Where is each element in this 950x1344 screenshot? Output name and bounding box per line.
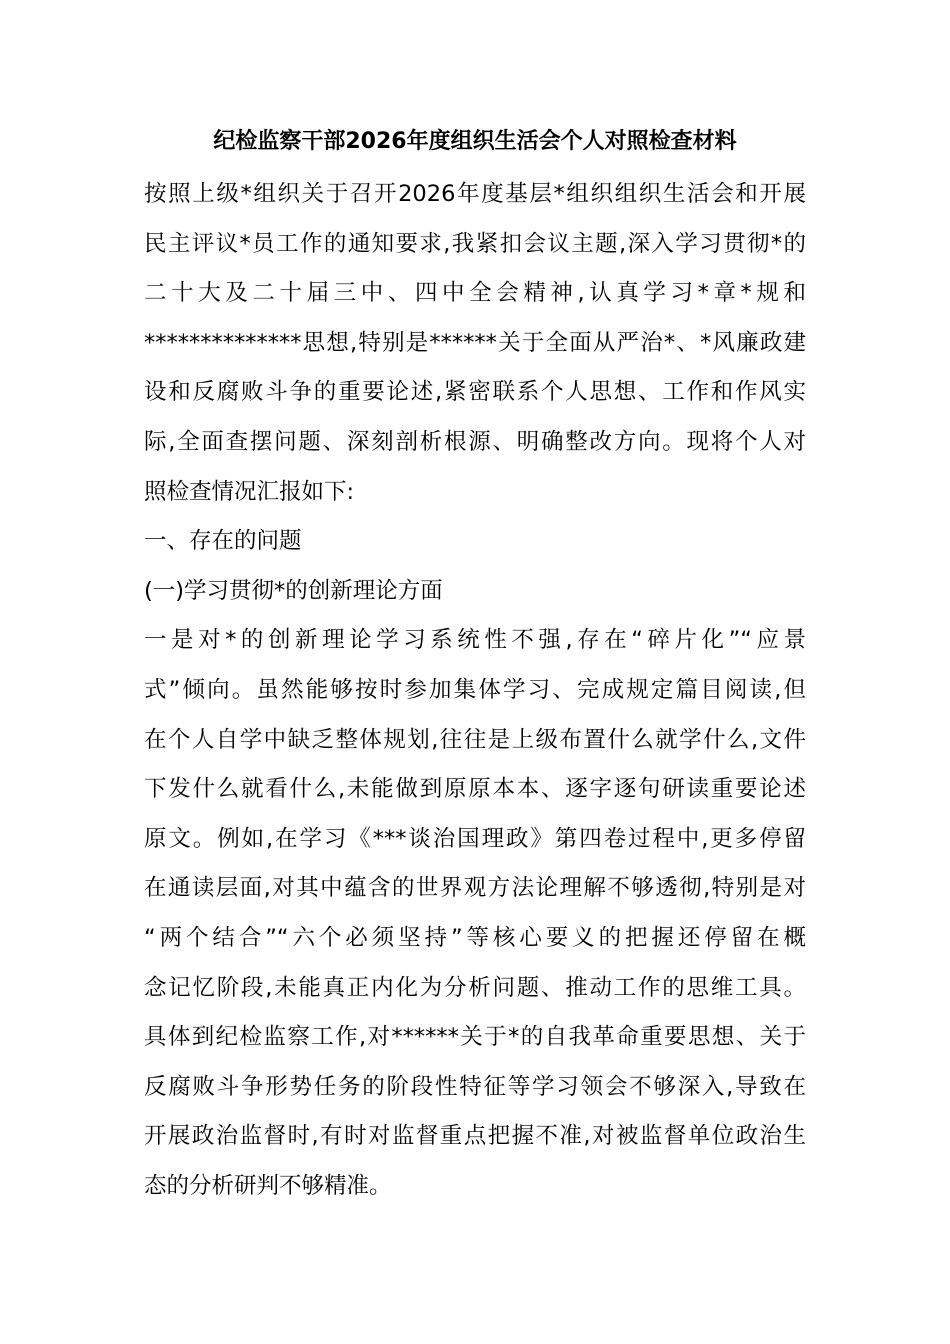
text-line: 式”倾向。虽然能够按时参加集体学习、完成规定篇目阅读,但 bbox=[144, 676, 806, 703]
document-title: 纪检监察干部2026年度组织生活会个人对照检查材料 bbox=[213, 129, 737, 154]
text-line: **************思想,特别是******关于全面从严治*、*风廉政建 bbox=[144, 329, 806, 356]
text-line: 开展政治监督时,有时对监督重点把握不准,对被监督单位政治生 bbox=[144, 1123, 806, 1150]
text-line: (一)学习贯彻*的创新理论方面 bbox=[144, 577, 443, 604]
text-line: 设和反腐败斗争的重要论述,紧密联系个人思想、工作和作风实 bbox=[144, 379, 806, 406]
text-line: 一是对*的创新理论学习系统性不强,存在“碎片化”“应景 bbox=[144, 627, 806, 654]
text-line: 反腐败斗争形势任务的阶段性特征等学习领会不够深入,导致在 bbox=[144, 1073, 806, 1100]
document-body bbox=[144, 170, 806, 1211]
text-line: 二十大及二十届三中、四中全会精神,认真学习*章*规和 bbox=[144, 280, 806, 307]
text-line: 照检查情况汇报如下: bbox=[144, 478, 355, 505]
text-line: 念记忆阶段,未能真正内化为分析问题、推动工作的思维工具。 bbox=[144, 974, 806, 1001]
text-line: 在通读层面,对其中蕴含的世界观方法论理解不够透彻,特别是对 bbox=[144, 875, 806, 902]
text-line: 民主评议*员工作的通知要求,我紧扣会议主题,深入学习贯彻*的 bbox=[144, 230, 806, 257]
text-line: 际,全面查摆问题、深刻剖析根源、明确整改方向。现将个人对 bbox=[144, 428, 806, 455]
text-line: 一、存在的问题 bbox=[144, 528, 302, 555]
text-line: “两个结合”“六个必须坚持”等核心要义的把握还停留在概 bbox=[144, 924, 806, 951]
text-line: 下发什么就看什么,未能做到原原本本、逐字逐句研读重要论述 bbox=[144, 776, 806, 803]
text-line: 态的分析研判不够精准。 bbox=[144, 1172, 392, 1199]
text-line: 按照上级*组织关于召开2026年度基层*组织组织生活会和开展 bbox=[144, 181, 806, 207]
text-line: 原文。例如,在学习《***谈治国理政》第四卷过程中,更多停留 bbox=[144, 825, 806, 852]
text-line: 具体到纪检监察工作,对******关于*的自我革命重要思想、关于 bbox=[144, 1024, 806, 1051]
text-line: 在个人自学中缺乏整体规划,往往是上级布置什么就学什么,文件 bbox=[144, 726, 806, 753]
